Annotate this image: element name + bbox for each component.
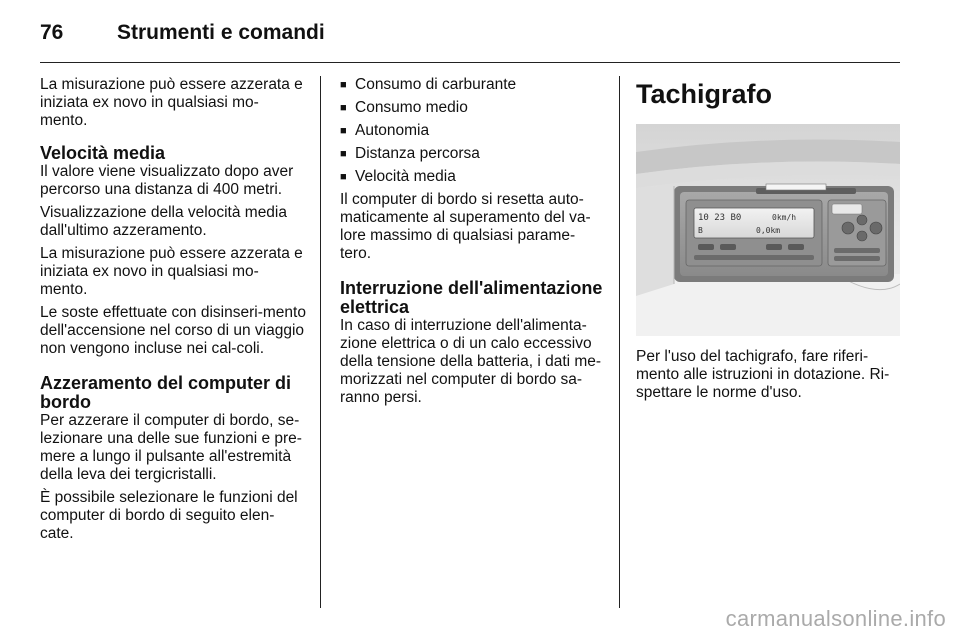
tachograph-illustration (636, 124, 900, 336)
azzeramento-paragraph-2: È possibile selezionare le funzioni del computer di bordo di seguito elen-cate. (40, 489, 298, 542)
tachograph-unit (674, 184, 894, 282)
list-item: ■ Consumo medio (340, 99, 468, 116)
watermark: carmanualsonline.info (725, 606, 946, 631)
velocita-media-heading: Velocità media (40, 143, 166, 163)
velocita-paragraph-2: Visualizzazione della velocità media dall'ultimo azzeramento. (40, 204, 287, 239)
column-divider-2 (619, 76, 620, 608)
bullet-square-icon: ■ (340, 171, 347, 183)
display-line-2: 0,0km (756, 226, 781, 235)
page-number: 76 (40, 21, 64, 44)
display-line-1-right: 0km/h (772, 213, 797, 222)
section-title: Strumenti e comandi (117, 21, 325, 44)
tachigrafo-heading: Tachigrafo (636, 79, 773, 109)
display-line-2-right: B (698, 226, 703, 235)
reset-paragraph: Il computer di bordo si resetta auto-maticamente al superamento del va-lore massimo di qualsiasi parame-tero. (340, 191, 591, 262)
list-item: ■ Consumo di carburante (340, 76, 517, 93)
velocita-paragraph-1: Il valore viene visualizzato dopo aver percorso una distanza di 400 metri. (40, 163, 294, 198)
column-3 (636, 76, 902, 407)
tachigrafo-paragraph: Per l'uso del tachigrafo, fare riferi-mento alle istruzioni in dotazione. Ri-spettare le norme d'uso. (636, 348, 890, 401)
interruzione-heading: Interruzione dell'alimentazione elettrica (340, 278, 603, 317)
azzeramento-paragraph-1: Per azzerare il computer di bordo, se-lezionare una delle sue funzioni e pre-mere a lungo il pulsante all'estremità della leva dei tergicristalli. (40, 412, 302, 483)
function-list (340, 76, 606, 186)
bullet-square-icon: ■ (340, 102, 347, 114)
intro-paragraph: La misurazione può essere azzerata e iniziata ex novo in qualsiasi mo-mento. (40, 76, 303, 129)
bullet-square-icon: ■ (340, 148, 347, 160)
velocita-paragraph-3: La misurazione può essere azzerata e iniziata ex novo in qualsiasi mo-mento. (40, 245, 303, 298)
page-header (40, 18, 325, 48)
header-divider (40, 62, 900, 63)
bullet-square-icon: ■ (340, 125, 347, 137)
column-divider-1 (320, 76, 321, 608)
list-item: ■ Velocità media (340, 168, 456, 185)
bullet-square-icon: ■ (340, 79, 347, 91)
column-1 (40, 76, 306, 548)
velocita-paragraph-4: Le soste effettuate con disinseri-mento dell'accensione nel corso di un viaggio non vengono incluse nei cal-coli. (40, 304, 306, 357)
azzeramento-heading: Azzeramento del computer di bordo (40, 373, 292, 412)
column-2 (340, 76, 606, 412)
list-item: ■ Autonomia (340, 122, 430, 139)
interruzione-paragraph: In caso di interruzione dell'alimenta-zione elettrica o di un calo eccessivo della tensione della batteria, i dati me-morizzati nel computer di bordo sa-ranno persi. (340, 317, 602, 406)
list-item: ■ Distanza percorsa (340, 145, 480, 162)
display-line-1: 10 23 B0 (698, 213, 742, 223)
